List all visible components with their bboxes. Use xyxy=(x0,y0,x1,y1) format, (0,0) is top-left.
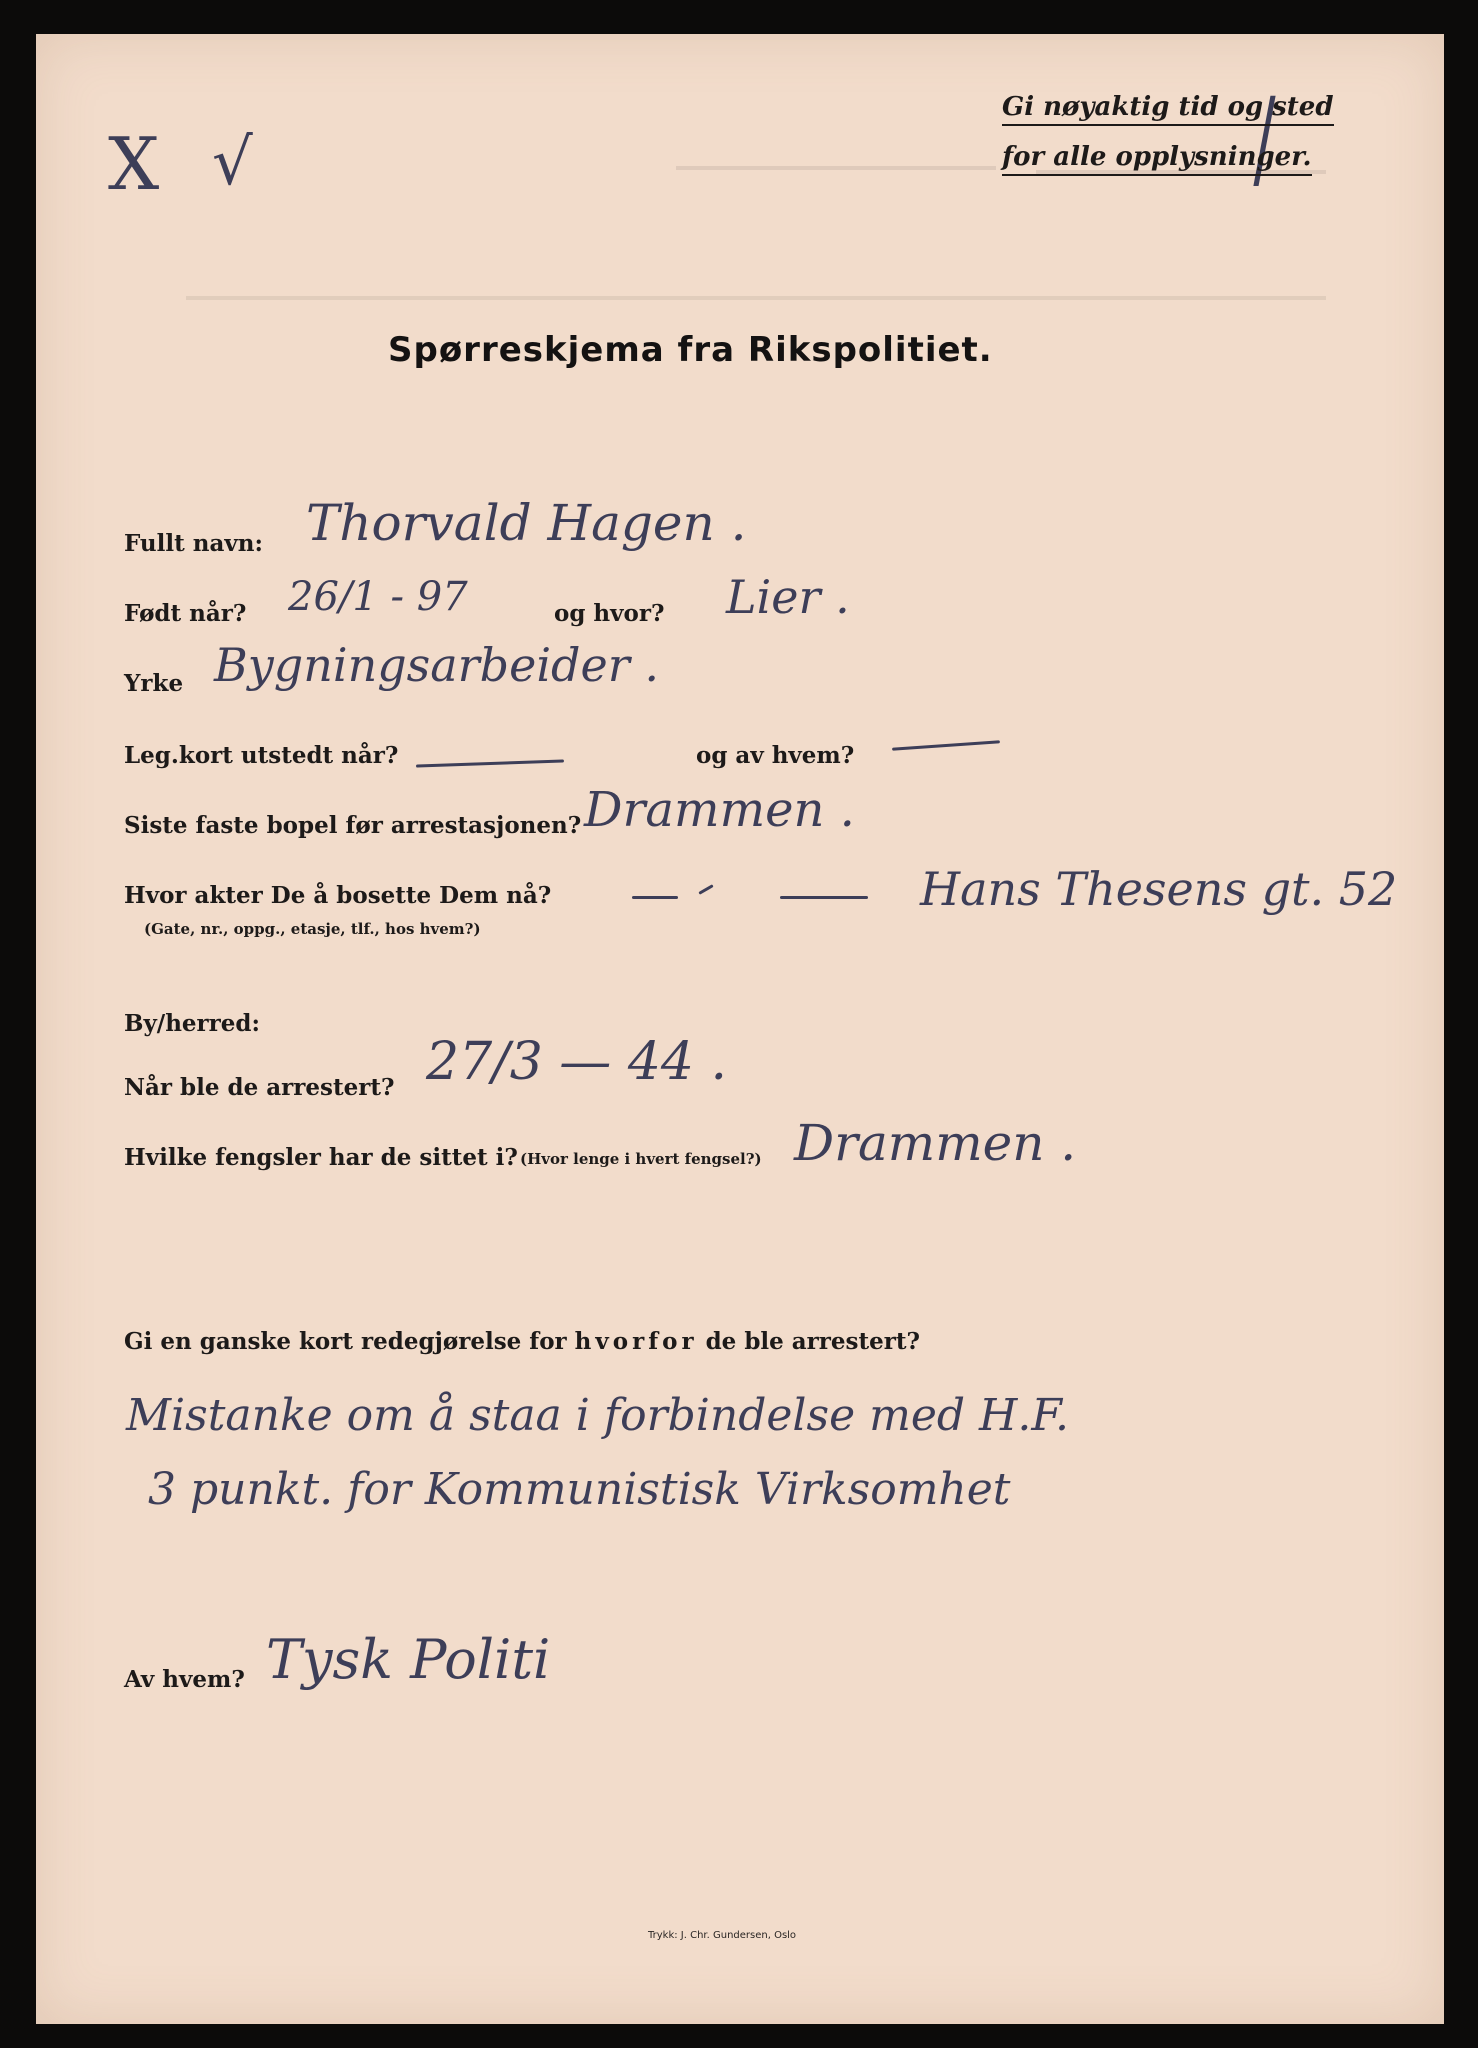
full-name-value: Thorvald Hagen . xyxy=(306,494,747,552)
reason-label xyxy=(124,1328,920,1355)
prisons-value: Drammen . xyxy=(794,1114,1077,1172)
x-mark: X xyxy=(108,122,160,206)
reason-label-emphasis: hvorfor xyxy=(574,1328,698,1355)
bleed-through-line xyxy=(676,166,996,170)
arrested-when-value: 27/3 — 44 . xyxy=(426,1032,728,1092)
last-residence-label: Siste faste bopel før arrestasjonen? xyxy=(124,812,582,839)
born-where-value: Lier . xyxy=(726,570,850,624)
ditto-dash xyxy=(698,884,713,895)
printer-footer: Trykk: J. Chr. Gundersen, Oslo xyxy=(648,1930,797,1941)
id-card-by-dash xyxy=(892,740,1000,751)
form-title: Spørreskjema fra Rikspolitiet. xyxy=(388,330,993,370)
prisons-sublabel: (Hvor lenge i hvert fengsel?) xyxy=(520,1150,762,1168)
intended-residence-value: Hans Thesens gt. 52 xyxy=(920,862,1398,916)
bleed-through-line xyxy=(186,296,1326,300)
born-when-label: Født når? xyxy=(124,600,247,627)
reason-line-2: 3 punkt. for Kommunistisk Virksomhet xyxy=(148,1464,1011,1515)
town-label: By/herred: xyxy=(124,1010,261,1037)
born-where-label: og hvor? xyxy=(554,600,665,627)
occupation-value: Bygningsarbeider . xyxy=(214,638,659,692)
reason-label-suffix: de ble arrestert? xyxy=(705,1328,920,1355)
full-name-label: Fullt navn: xyxy=(124,530,263,557)
ditto-dash xyxy=(780,896,868,899)
instruction-line-1: Gi nøyaktig tid og sted xyxy=(1002,92,1334,126)
intended-residence-sublabel: (Gate, nr., oppg., etasje, tlf., hos hvem?) xyxy=(144,920,481,938)
reason-label-prefix: Gi en ganske kort redegjørelse for xyxy=(124,1328,567,1355)
document-page xyxy=(36,34,1444,2024)
bleed-through-line xyxy=(1036,170,1326,174)
instruction-line-2: for alle opplysninger. xyxy=(1002,142,1312,176)
born-when-value: 26/1 - 97 xyxy=(288,574,468,620)
ditto-dash xyxy=(632,896,678,899)
id-card-when-dash xyxy=(416,759,564,767)
last-residence-value: Drammen . xyxy=(584,782,855,838)
occupation-label: Yrke xyxy=(124,670,184,697)
id-card-by-label: og av hvem? xyxy=(696,742,855,769)
arrested-by-value: Tysk Politi xyxy=(266,1628,551,1691)
prisons-label: Hvilke fengsler har de sittet i? xyxy=(124,1144,518,1171)
arrested-by-label: Av hvem? xyxy=(124,1666,245,1693)
intended-residence-label: Hvor akter De å bosette Dem nå? xyxy=(124,882,552,909)
check-mark: √ xyxy=(212,126,253,200)
arrested-when-label: Når ble de arrestert? xyxy=(124,1074,395,1101)
id-card-when-label: Leg.kort utstedt når? xyxy=(124,742,399,769)
reason-line-1: Mistanke om å staa i forbindelse med H.F. xyxy=(126,1390,1070,1441)
right-tick-mark: / xyxy=(1253,74,1276,202)
